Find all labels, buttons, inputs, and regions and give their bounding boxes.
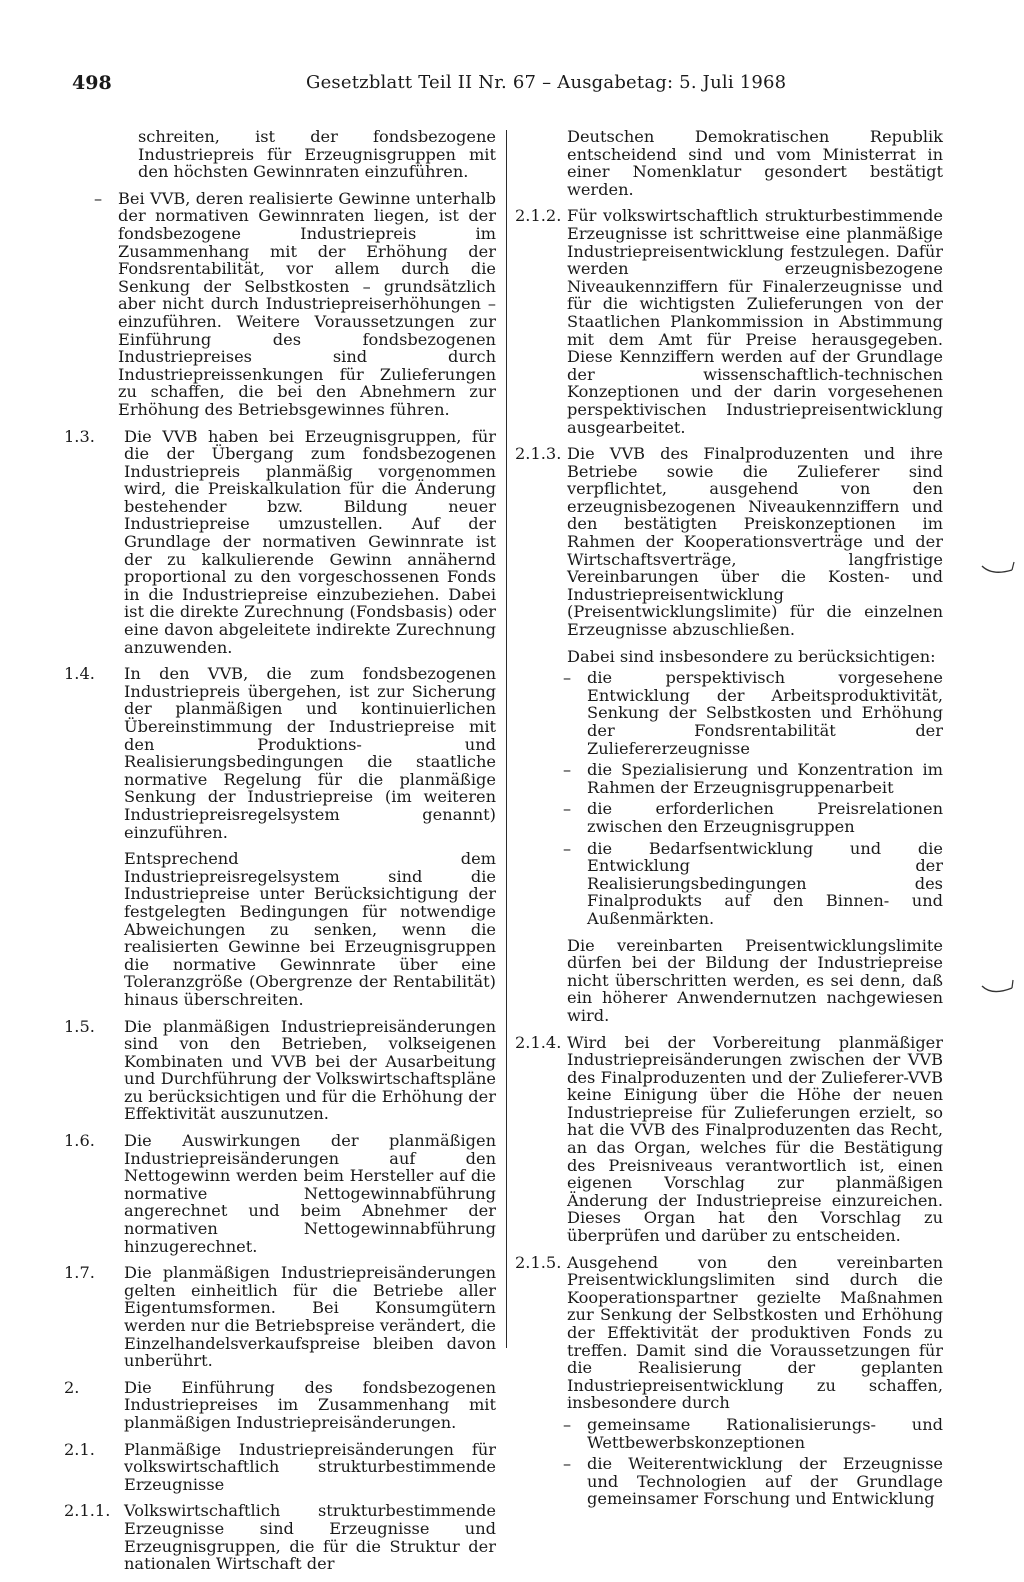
section-text: Planmäßige Industriepreisänderungen für volkswirtschaftlich strukturbestimmende Erzeugnisse (124, 1439, 496, 1494)
section-1-6 (64, 1132, 496, 1255)
section-2-1 (64, 1441, 496, 1494)
continuation-text: Deutschen Demokratischen Republik entscheidend sind und vom Ministerrat in einer Nomenklatur gesondert bestätigt werden. (567, 127, 943, 199)
list-item: – die perspektivisch vorgesehene Entwicklung der Arbeitsproduktivität, Senkung der Selbstkosten und Erhöhung der Fondsrentabilität der Zuliefererzeugnisse (563, 668, 943, 758)
section-1-7 (64, 1264, 496, 1370)
section-text: In den VVB, die zum fondsbezogenen Industriepreis übergehen, ist zur Sicherung der planmäßigen und kontinuierlichen Übereinstimmung der Industriepreise mit den Produktions- und Realisierungsbedingungen die staatliche normative Regelung für die planmäßige Senkung der Industriepreise (im weiteren Industriepreisregelsystem genannt) einzuführen. (124, 664, 496, 842)
dash-marker: – (94, 188, 103, 208)
section-number: 1.3. (64, 426, 95, 446)
section-number: 2.1.2. (515, 206, 562, 226)
dash-list (563, 669, 943, 927)
section-2 (64, 1379, 496, 1432)
section-text: Für volkswirtschaftlich strukturbestimmende Erzeugnisse ist schrittweise eine planmäßige Industriepreisentwicklung festzulegen. Dafür werden erzeugnisbezogene Niveaukennziffern für Finalerzeugnisse und für die wichtigsten Zulieferungen von der Staatlichen Plankommission in Abstimmung mit dem Amt für Preise herausgegeben. Diese Kennziffern werden auf der Grundlage der wissenschaftlich-technischen Konzeptionen und der darin vorgesehenen perspektivischen Industriepreisentwicklung ausgearbeitet. (567, 206, 943, 437)
section-1-4 (64, 665, 496, 1008)
dash-marker: – (563, 1454, 572, 1474)
section-1-5 (64, 1018, 496, 1124)
dash-marker: – (563, 799, 572, 819)
section-number: 2.1.3. (515, 444, 562, 464)
section-text: Die VVB haben bei Erzeugnisgruppen, für die der Übergang zum fondsbezogenen Industriepreis planmäßig vorgenommen wird, die Preiskalkulation für die Änderung bestehender bzw. Bildung neuer Industriepreise umzustellen. Auf der Grundlage der normativen Gewinnrate ist der zu kalkulierende Gewinn annähernd proportional zu den vorgeschossenen Fonds in die Industriepreise einzubeziehen. Dabei ist die direkte Zurechnung (Fondsbasis) oder eine davon abgeleitete indirekte Zurechnung anzuwenden. (124, 426, 496, 657)
section-2-1-2 (515, 207, 943, 436)
section-number: 2. (64, 1377, 80, 1397)
list-item: – die Spezialisierung und Konzentration im Rahmen der Erzeugnisgruppenarbeit (563, 760, 943, 797)
section-number: 2.1.1. (64, 1501, 111, 1521)
column-divider (506, 130, 507, 1348)
list-item: – die erforderlichen Preisrelationen zwischen den Erzeugnisgruppen (563, 799, 943, 836)
section-text: Die Einführung des fondsbezogenen Industriepreises im Zusammenhang mit planmäßigen Industriepreisänderungen. (124, 1377, 496, 1432)
section-text: Die Auswirkungen der planmäßigen Industriepreisänderungen auf den Nettogewinn werden beim Hersteller auf die normative Nettogewinnabführung angerechnet und beim Abnehmer der normativen Nettogewinnabführung hinzugerechnet. (124, 1131, 496, 1256)
right-column (515, 128, 943, 1526)
list-item: – die Bedarfsentwicklung und die Entwicklung der Realisierungsbedingungen des Finalprodukts auf den Binnen- und Außenmärkten. (563, 838, 943, 928)
section-number: 1.4. (64, 664, 95, 684)
dash-marker: – (563, 838, 572, 858)
dash-marker: – (563, 668, 572, 688)
section-number: 2.1. (64, 1439, 95, 1459)
dash-list (563, 1416, 943, 1508)
section-closing: Die vereinbarten Preisentwicklungslimite dürfen bei der Bildung der Industriepreise nicht überschritten werden, es sei denn, daß ein höherer Anwendernutzen nachgewiesen wird. (567, 935, 943, 1025)
section-number: 1.6. (64, 1131, 95, 1151)
section-text: Ausgehend von den vereinbarten Preisentwicklungslimiten sind durch die Kooperationspartner gezielte Maßnahmen zur Senkung der Selbstkosten und Erhöhung der Effektivität der produktiven Fonds zu treffen. Damit sind die Voraussetzungen für die Realisierung der geplanten Industriepreisentwicklung zu schaffen, insbesondere durch (567, 1252, 943, 1413)
section-text: Wird bei der Vorbereitung planmäßiger Industriepreisänderungen zwischen der VVB des Finalproduzenten und der Zulieferer-VVB keine Einigung über die Höhe der neuen Industriepreise für Zulieferungen erzielt, so hat die VVB des Finalproduzenten das Recht, an das Organ, welches für die Bestätigung des Preisniveaus verantwortlich ist, einen eigenen Vorschlag zur planmäßigen Änderung der Industriepreise einzureichen. Dieses Organ hat den Vorschlag zu überprüfen und darüber zu entscheiden. (567, 1032, 943, 1246)
section-number: 2.1.5. (515, 1252, 562, 1272)
section-number: 1.5. (64, 1016, 95, 1036)
dash-marker: – (563, 760, 572, 780)
section-text: Die planmäßigen Industriepreisänderungen gelten einheitlich für die Betriebe aller Eigentumsformen. Bei Konsumgütern werden nur die Betriebspreise verändert, die Einzelhandelsverkaufspreise bleiben davon unberührt. (124, 1263, 496, 1371)
section-2-1-5 (515, 1254, 943, 1517)
continuation-text: schreiten, ist der fondsbezogene Industriepreis für Erzeugnisgruppen mit den höchsten Gewinnraten einzuführen. (138, 127, 496, 182)
left-column (64, 128, 496, 1582)
list-item: – gemeinsame Rationalisierungs- und Wettbewerbskonzeptionen (563, 1414, 943, 1452)
margin-check-mark (978, 560, 1018, 584)
margin-check-mark (978, 978, 1018, 1002)
dash-marker: – (563, 1414, 572, 1434)
section-1-3 (64, 428, 496, 657)
section-number: 1.7. (64, 1263, 95, 1283)
header-title: Gesetzblatt Teil II Nr. 67 – Ausgabetag: 5. Juli 1968 (306, 72, 787, 93)
dash-item-text: Bei VVB, deren realisierte Gewinne unterhalb der normativen Gewinnraten liegen, ist der fondsbezogene Industriepreis im Zusammenhang mit der Erhöhung der Fondsrentabilität, vor allem durch die Senkung der Selbstkosten – grundsätzlich aber nicht durch Industriepreiserhöhungen – einzuführen. Weitere Voraussetzungen zur Einführung des fondsbezogenen Industriepreises sind durch Industriepreissenkungen für Zulieferungen zu schaffen, die bei den Abnehmern zur Erhöhung des Betriebsgewinnes führen. (118, 188, 496, 419)
section-2-1-3 (515, 445, 943, 1024)
section-2-1-4 (515, 1034, 943, 1245)
section-2-1-1 (64, 1502, 496, 1572)
page-number: 498 (72, 72, 112, 94)
section-text: Volkswirtschaftlich strukturbestimmende Erzeugnisse sind Erzeugnisse und Erzeugnisgruppen, die für die Struktur der nationalen Wirtschaft der (124, 1501, 496, 1574)
section-text: Die planmäßigen Industriepreisänderungen sind von den Betrieben, volkseigenen Kombinaten und VVB bei der Ausarbeitung und Durchführung der Volkswirtschaftspläne zu berücksichtigen und für die Erhöhung der Effektivität auszunutzen. (124, 1016, 496, 1124)
section-number: 2.1.4. (515, 1032, 562, 1052)
dash-item (64, 190, 496, 419)
list-intro: Dabei sind insbesondere zu berücksichtigen: (567, 646, 936, 666)
list-item: – die Weiterentwicklung der Erzeugnisse und Technologien auf der Grundlage gemeinsamer Forschung und Entwicklung (563, 1454, 943, 1509)
page-header (56, 70, 968, 100)
section-text: Die VVB des Finalproduzenten und ihre Betriebe sowie die Zulieferer sind verpflichtet, ausgehend von den erzeugnisbezogenen Niveaukennziffern und den bestätigten Preiskonzeptionen im Rahmen der Kooperationsverträge und der Wirtschaftsverträge, langfristige Vereinbarungen über die Kosten- und Industriepreisentwicklung (Preisentwicklungslimite) für die einzelnen Erzeugnisse abzuschließen. (567, 444, 943, 640)
section-text: Entsprechend dem Industriepreisregelsystem sind die Industriepreise unter Berücksichtigung der festgelegten Bedingungen für notwendige Abweichungen zu senken, wenn die realisierten Gewinne bei Erzeugnisgruppen die normative Gewinnrate über eine Toleranzgröße (Obergrenze der Rentabilität) hinaus überschreiten. (124, 849, 496, 1009)
